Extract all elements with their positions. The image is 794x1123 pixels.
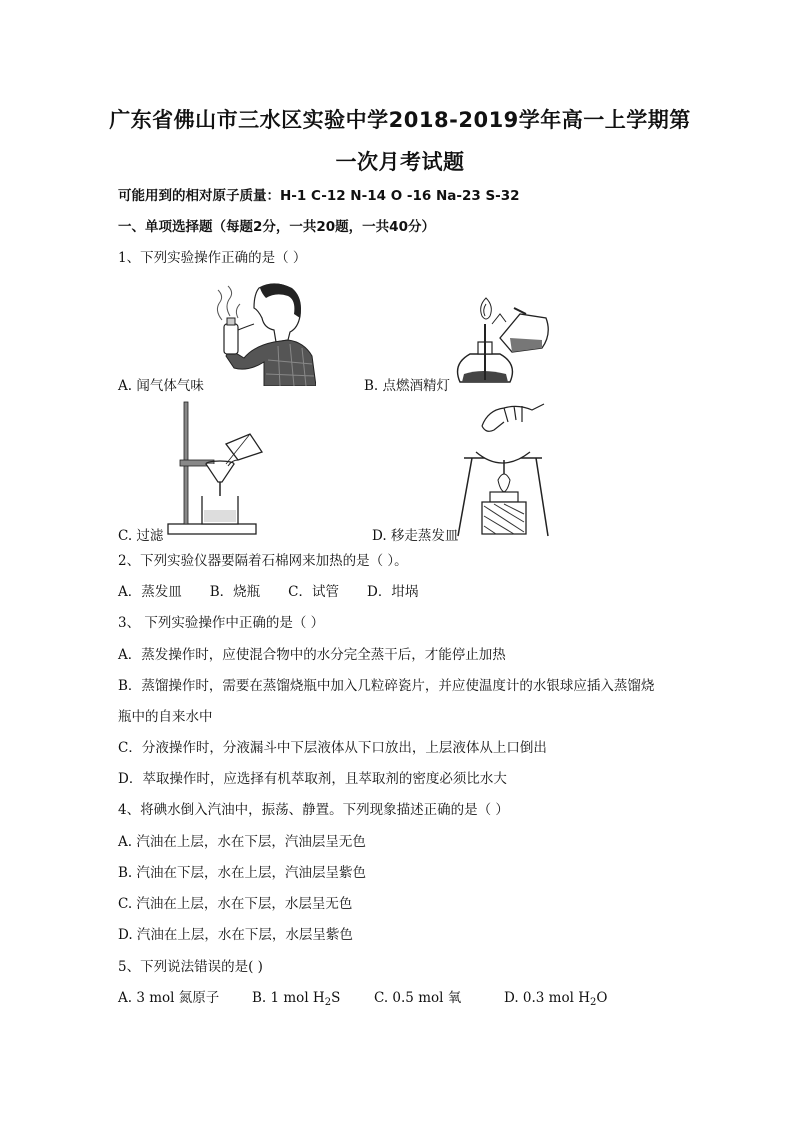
q2-option-a: A．蒸发皿 [118, 584, 182, 600]
question-5-options [118, 988, 607, 1013]
q4-option-b: B. 汽油在下层，水在上层，汽油层呈紫色 [118, 865, 367, 881]
q1-option-b: B. 点燃酒精灯 [364, 378, 451, 394]
q5-option-d-tail: O [596, 990, 608, 1006]
question-5-stem: 5、下列说法错误的是( ) [118, 959, 263, 975]
q2-option-c: C．试管 [288, 584, 340, 600]
q1-option-c: C. 过滤 [118, 528, 164, 544]
q5-option-d-subscript: 2 [590, 997, 597, 1008]
smell-gas-figure [204, 280, 316, 386]
light-lamp-figure [452, 284, 552, 388]
q4-option-a: A. 汽油在上层，水在下层，汽油层呈无色 [118, 834, 366, 850]
question-1-stem: 1、下列实验操作正确的是（ ） [118, 250, 307, 266]
q1-option-a: A. 闻气体气味 [118, 378, 204, 394]
q1-option-d: D. 移走蒸发皿 [372, 528, 459, 544]
filtration-figure [166, 400, 274, 536]
q5-option-b-subscript: 2 [324, 997, 332, 1008]
q4-option-c: C. 汽油在上层，水在下层，水层呈无色 [118, 896, 353, 912]
evaporating-dish-figure [452, 400, 554, 538]
q5-option-b [252, 988, 374, 1013]
atomic-masses: 可能用到的相对原子质量：H-1 C-12 N-14 O -16 Na-23 S-32 [118, 188, 520, 204]
q3-option-c: C．分液操作时，分液漏斗中下层液体从下口放出，上层液体从上口倒出 [118, 740, 547, 756]
question-3-stem: 3、 下列实验操作中正确的是（ ） [118, 615, 325, 631]
exam-title-line2: 一次月考试题 [335, 150, 465, 174]
question-2-options [118, 582, 446, 602]
q4-option-d: D. 汽油在上层，水在下层，水层呈紫色 [118, 927, 353, 943]
q5-option-c: C. 0.5 mol 氧 [374, 990, 462, 1006]
exam-title-line1: 广东省佛山市三水区实验中学2018-2019学年高一上学期第 [109, 108, 691, 132]
q5-option-b-text: B. 1 mol H [252, 990, 325, 1006]
q5-option-d-text: D. 0.3 mol H [504, 990, 590, 1006]
q3-option-b-line2: 瓶中的自来水中 [118, 709, 213, 725]
q3-option-a: A．蒸发操作时，应使混合物中的水分完全蒸干后，才能停止加热 [118, 647, 506, 663]
q5-option-d [504, 990, 607, 1006]
q5-option-b-tail: S [331, 990, 341, 1006]
question-2-stem: 2、下列实验仪器要隔着石棉网来加热的是（ ）。 [118, 553, 408, 569]
q2-option-d: D．坩埚 [367, 584, 419, 600]
section-heading: 一、单项选择题（每题2分，一共20题，一共40分） [118, 219, 435, 235]
q2-option-b: B．烧瓶 [209, 584, 261, 600]
question-4-stem: 4、将碘水倒入汽油中，振荡、静置。下列现象描述正确的是（ ） [118, 802, 509, 818]
q5-option-a: A. 3 mol 氮原子 [118, 990, 220, 1006]
q3-option-b-line1: B．蒸馏操作时，需要在蒸馏烧瓶中加入几粒碎瓷片，并应使温度计的水银球应插入蒸馏烧 [118, 678, 655, 694]
q3-option-d: D．萃取操作时，应选择有机萃取剂，且萃取剂的密度必须比水大 [118, 771, 507, 787]
